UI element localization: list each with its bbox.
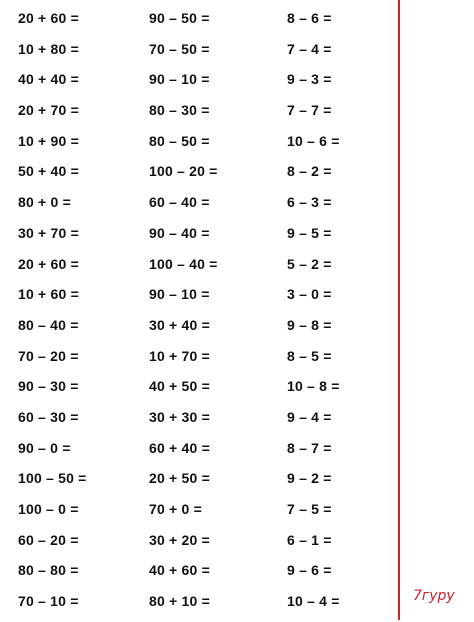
math-problem: 3 – 0 =	[287, 286, 332, 303]
math-problem: 5 – 2 =	[287, 255, 332, 272]
math-problem: 9 – 8 =	[287, 316, 332, 333]
math-problem: 80 – 40 =	[18, 316, 79, 333]
math-problem: 40 + 60 =	[149, 562, 210, 579]
math-problem: 6 – 3 =	[287, 194, 332, 211]
math-problem: 9 – 3 =	[287, 71, 332, 88]
math-problem: 60 – 20 =	[18, 531, 79, 548]
problem-column-2	[149, 8, 218, 622]
problem-column-3	[287, 8, 340, 622]
watermark-logo: 7гуру	[413, 588, 455, 604]
red-margin-line	[398, 0, 400, 620]
math-problem: 80 – 80 =	[18, 562, 79, 579]
math-problem: 8 – 2 =	[287, 163, 332, 180]
math-problem: 20 + 70 =	[18, 102, 79, 119]
math-problem: 10 + 70 =	[149, 347, 210, 364]
math-problem: 100 – 40 =	[149, 255, 218, 272]
math-problem: 90 – 30 =	[18, 378, 79, 395]
math-problem: 8 – 5 =	[287, 347, 332, 364]
math-problem: 70 – 20 =	[18, 347, 79, 364]
math-problem: 100 – 50 =	[18, 470, 87, 487]
math-problem: 8 – 7 =	[287, 439, 332, 456]
math-problem: 40 + 40 =	[18, 71, 79, 88]
math-problem: 60 – 40 =	[149, 194, 210, 211]
math-problem: 7 – 5 =	[287, 501, 332, 517]
math-problem: 90 – 0 =	[18, 439, 71, 456]
math-problem: 20 + 60 =	[18, 10, 79, 26]
math-problem: 60 – 30 =	[18, 408, 79, 425]
math-problem: 30 + 30 =	[149, 408, 210, 425]
math-problem: 60 + 40 =	[149, 439, 210, 456]
math-problem: 80 – 30 =	[149, 102, 210, 119]
math-problem: 30 + 20 =	[149, 531, 210, 548]
math-problem: 10 – 4 =	[287, 593, 340, 610]
math-problem: 70 – 10 =	[18, 593, 79, 610]
math-problem: 9 – 6 =	[287, 562, 332, 579]
math-problem: 20 + 50 =	[149, 470, 210, 487]
math-problem: 20 + 60 =	[18, 255, 79, 272]
math-problem: 9 – 2 =	[287, 470, 332, 487]
math-problem: 80 + 10 =	[149, 593, 210, 610]
math-problem: 70 + 0 =	[149, 501, 202, 517]
math-problem: 8 – 6 =	[287, 10, 332, 26]
math-problem: 80 – 50 =	[149, 132, 210, 149]
math-problem: 9 – 4 =	[287, 408, 332, 425]
math-problem: 50 + 40 =	[18, 163, 79, 180]
math-problem: 7 – 7 =	[287, 102, 332, 119]
math-problem: 30 + 70 =	[18, 224, 79, 241]
math-problem: 10 + 90 =	[18, 132, 79, 149]
math-problem: 90 – 10 =	[149, 286, 210, 303]
math-problem: 10 + 80 =	[18, 40, 79, 57]
math-problem: 30 + 40 =	[149, 316, 210, 333]
problem-column-1	[18, 8, 87, 622]
math-problem: 10 – 8 =	[287, 378, 340, 395]
math-problem: 90 – 40 =	[149, 224, 210, 241]
math-problem: 6 – 1 =	[287, 531, 332, 548]
math-problem: 90 – 10 =	[149, 71, 210, 88]
math-problem: 10 – 6 =	[287, 132, 340, 149]
math-problem: 40 + 50 =	[149, 378, 210, 395]
math-problem: 70 – 50 =	[149, 40, 210, 57]
math-problem: 10 + 60 =	[18, 286, 79, 303]
math-problem: 9 – 5 =	[287, 224, 332, 241]
math-problem: 100 – 20 =	[149, 163, 218, 180]
math-problem: 100 – 0 =	[18, 501, 79, 517]
math-problem: 90 – 50 =	[149, 10, 210, 26]
math-problem: 80 + 0 =	[18, 194, 71, 211]
math-problem: 7 – 4 =	[287, 40, 332, 57]
